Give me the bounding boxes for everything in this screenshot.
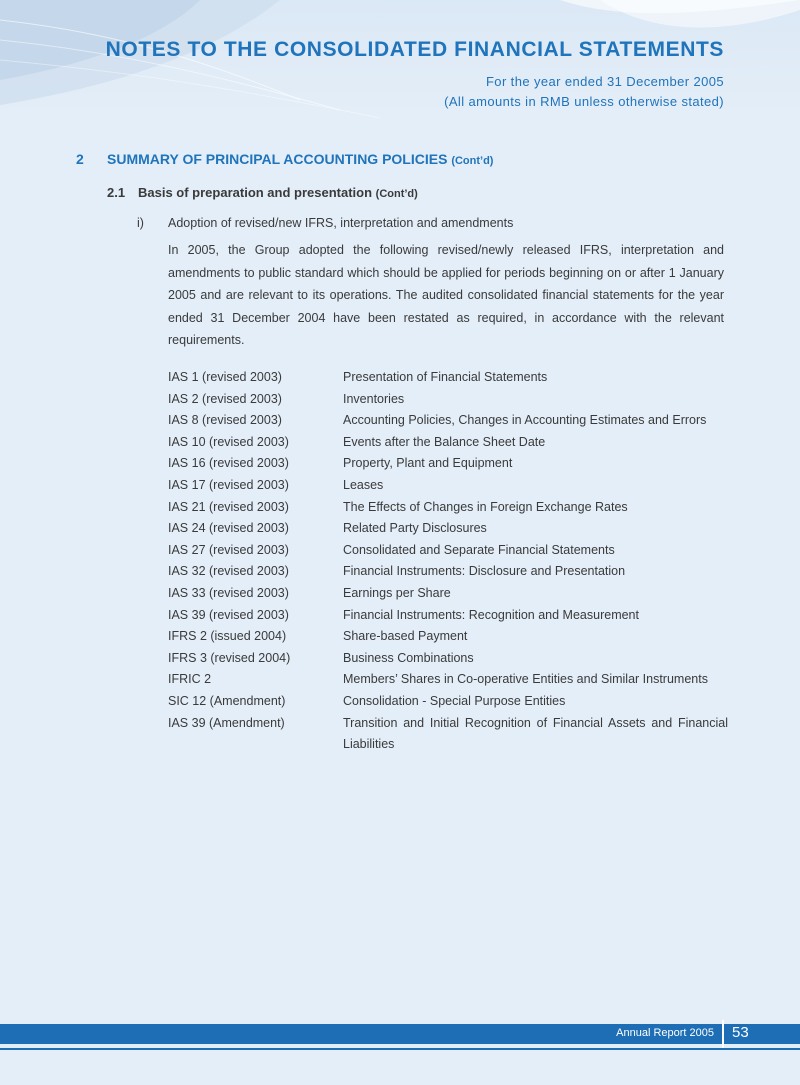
standard-code: IAS 16 (revised 2003) <box>168 456 289 471</box>
section-number: 2 <box>76 151 84 167</box>
list-item <box>168 583 728 605</box>
section-continued-label: (Cont’d) <box>451 155 494 167</box>
list-item <box>168 497 728 519</box>
footer-divider <box>722 1020 724 1048</box>
standard-code: IAS 2 (revised 2003) <box>168 391 282 406</box>
page-title: NOTES TO THE CONSOLIDATED FINANCIAL STATEMENTS <box>105 38 724 61</box>
list-item <box>168 432 728 454</box>
standard-code: IAS 33 (revised 2003) <box>168 585 289 600</box>
subsection-number: 2.1 <box>107 185 126 200</box>
standard-code: IAS 39 (revised 2003) <box>168 607 289 622</box>
currency-note: (All amounts in RMB unless otherwise stated) <box>444 94 724 109</box>
standard-code: IFRIC 2 <box>168 672 212 687</box>
standard-description: Consolidated and Separate Financial Statements <box>343 542 615 557</box>
standard-code: IAS 24 (revised 2003) <box>168 521 289 536</box>
list-item <box>168 540 728 562</box>
list-item <box>168 561 728 583</box>
standard-description: Presentation of Financial Statements <box>343 370 548 384</box>
period-subtitle: For the year ended 31 December 2005 <box>485 74 724 89</box>
list-item <box>168 367 728 389</box>
standards-list <box>168 367 728 756</box>
standard-description: Accounting Policies, Changes in Accounting Estimates and Errors <box>343 413 707 428</box>
standard-code: IAS 17 (revised 2003) <box>168 477 289 492</box>
standard-code: IAS 1 (revised 2003) <box>168 370 282 384</box>
section-title-text: SUMMARY OF PRINCIPAL ACCOUNTING POLICIES <box>107 151 448 167</box>
item-number: i) <box>137 216 144 230</box>
standard-description: Financial Instruments: Recognition and Measurement <box>343 607 639 622</box>
standard-description: Property, Plant and Equipment <box>343 456 513 471</box>
standard-code: IAS 39 (Amendment) <box>168 715 285 730</box>
standard-description: Related Party Disclosures <box>343 521 487 536</box>
standard-code: IAS 10 (revised 2003) <box>168 434 289 449</box>
standard-description: The Effects of Changes in Foreign Exchange Rates <box>343 499 628 514</box>
standard-code: IAS 21 (revised 2003) <box>168 499 289 514</box>
standard-code: IFRS 2 (issued 2004) <box>168 629 287 644</box>
standard-description: Leases <box>343 477 384 492</box>
list-item <box>168 518 728 540</box>
footer-rule <box>0 1048 800 1050</box>
standard-description: Inventories <box>343 391 405 406</box>
standard-description: Financial Instruments: Disclosure and Presentation <box>343 564 626 579</box>
list-item <box>168 648 728 670</box>
standard-code: IAS 8 (revised 2003) <box>168 413 282 428</box>
list-item <box>168 475 728 497</box>
item-title: Adoption of revised/new IFRS, interpretation and amendments <box>168 216 514 230</box>
standard-description: Earnings per Share <box>343 585 451 600</box>
standard-description: Members’ Shares in Co-operative Entities and Similar Instruments <box>343 672 708 687</box>
standard-code: IFRS 3 (revised 2004) <box>168 650 291 665</box>
list-item <box>168 605 728 627</box>
list-item <box>168 691 728 713</box>
adoption-paragraph: In 2005, the Group adopted the following revised/newly released IFRS, interpretation and amendments to public standard which should be applied for periods beginning on or after 1 January 2005 and are relevant to its operations. The audited consolidated financial statements for the year ended 31 December 2004 have been restated as required, in accordance with the relevant requirements. <box>168 243 724 347</box>
section-heading <box>107 151 493 167</box>
list-item <box>168 453 728 475</box>
list-item <box>168 626 728 648</box>
list-item <box>168 669 728 691</box>
standard-description: Transition and Initial Recognition of Financial Assets and Financial Liabilities <box>343 715 728 752</box>
footer-report-name: Annual Report 2005 <box>616 1027 714 1039</box>
standard-code: SIC 12 (Amendment) <box>168 693 286 708</box>
list-item <box>168 713 728 756</box>
subsection-heading <box>138 185 418 200</box>
subsection-title-text: Basis of preparation and presentation <box>138 185 373 200</box>
page-number: 53 <box>732 1024 749 1041</box>
standard-code: IAS 32 (revised 2003) <box>168 564 289 579</box>
standard-description: Events after the Balance Sheet Date <box>343 434 546 449</box>
standard-description: Consolidation - Special Purpose Entities <box>343 693 566 708</box>
list-item <box>168 410 728 432</box>
subsection-continued-label: (Cont’d) <box>375 188 418 200</box>
list-item <box>168 389 728 411</box>
standard-description: Business Combinations <box>343 650 474 665</box>
standard-code: IAS 27 (revised 2003) <box>168 542 289 557</box>
standard-description: Share-based Payment <box>343 629 468 644</box>
